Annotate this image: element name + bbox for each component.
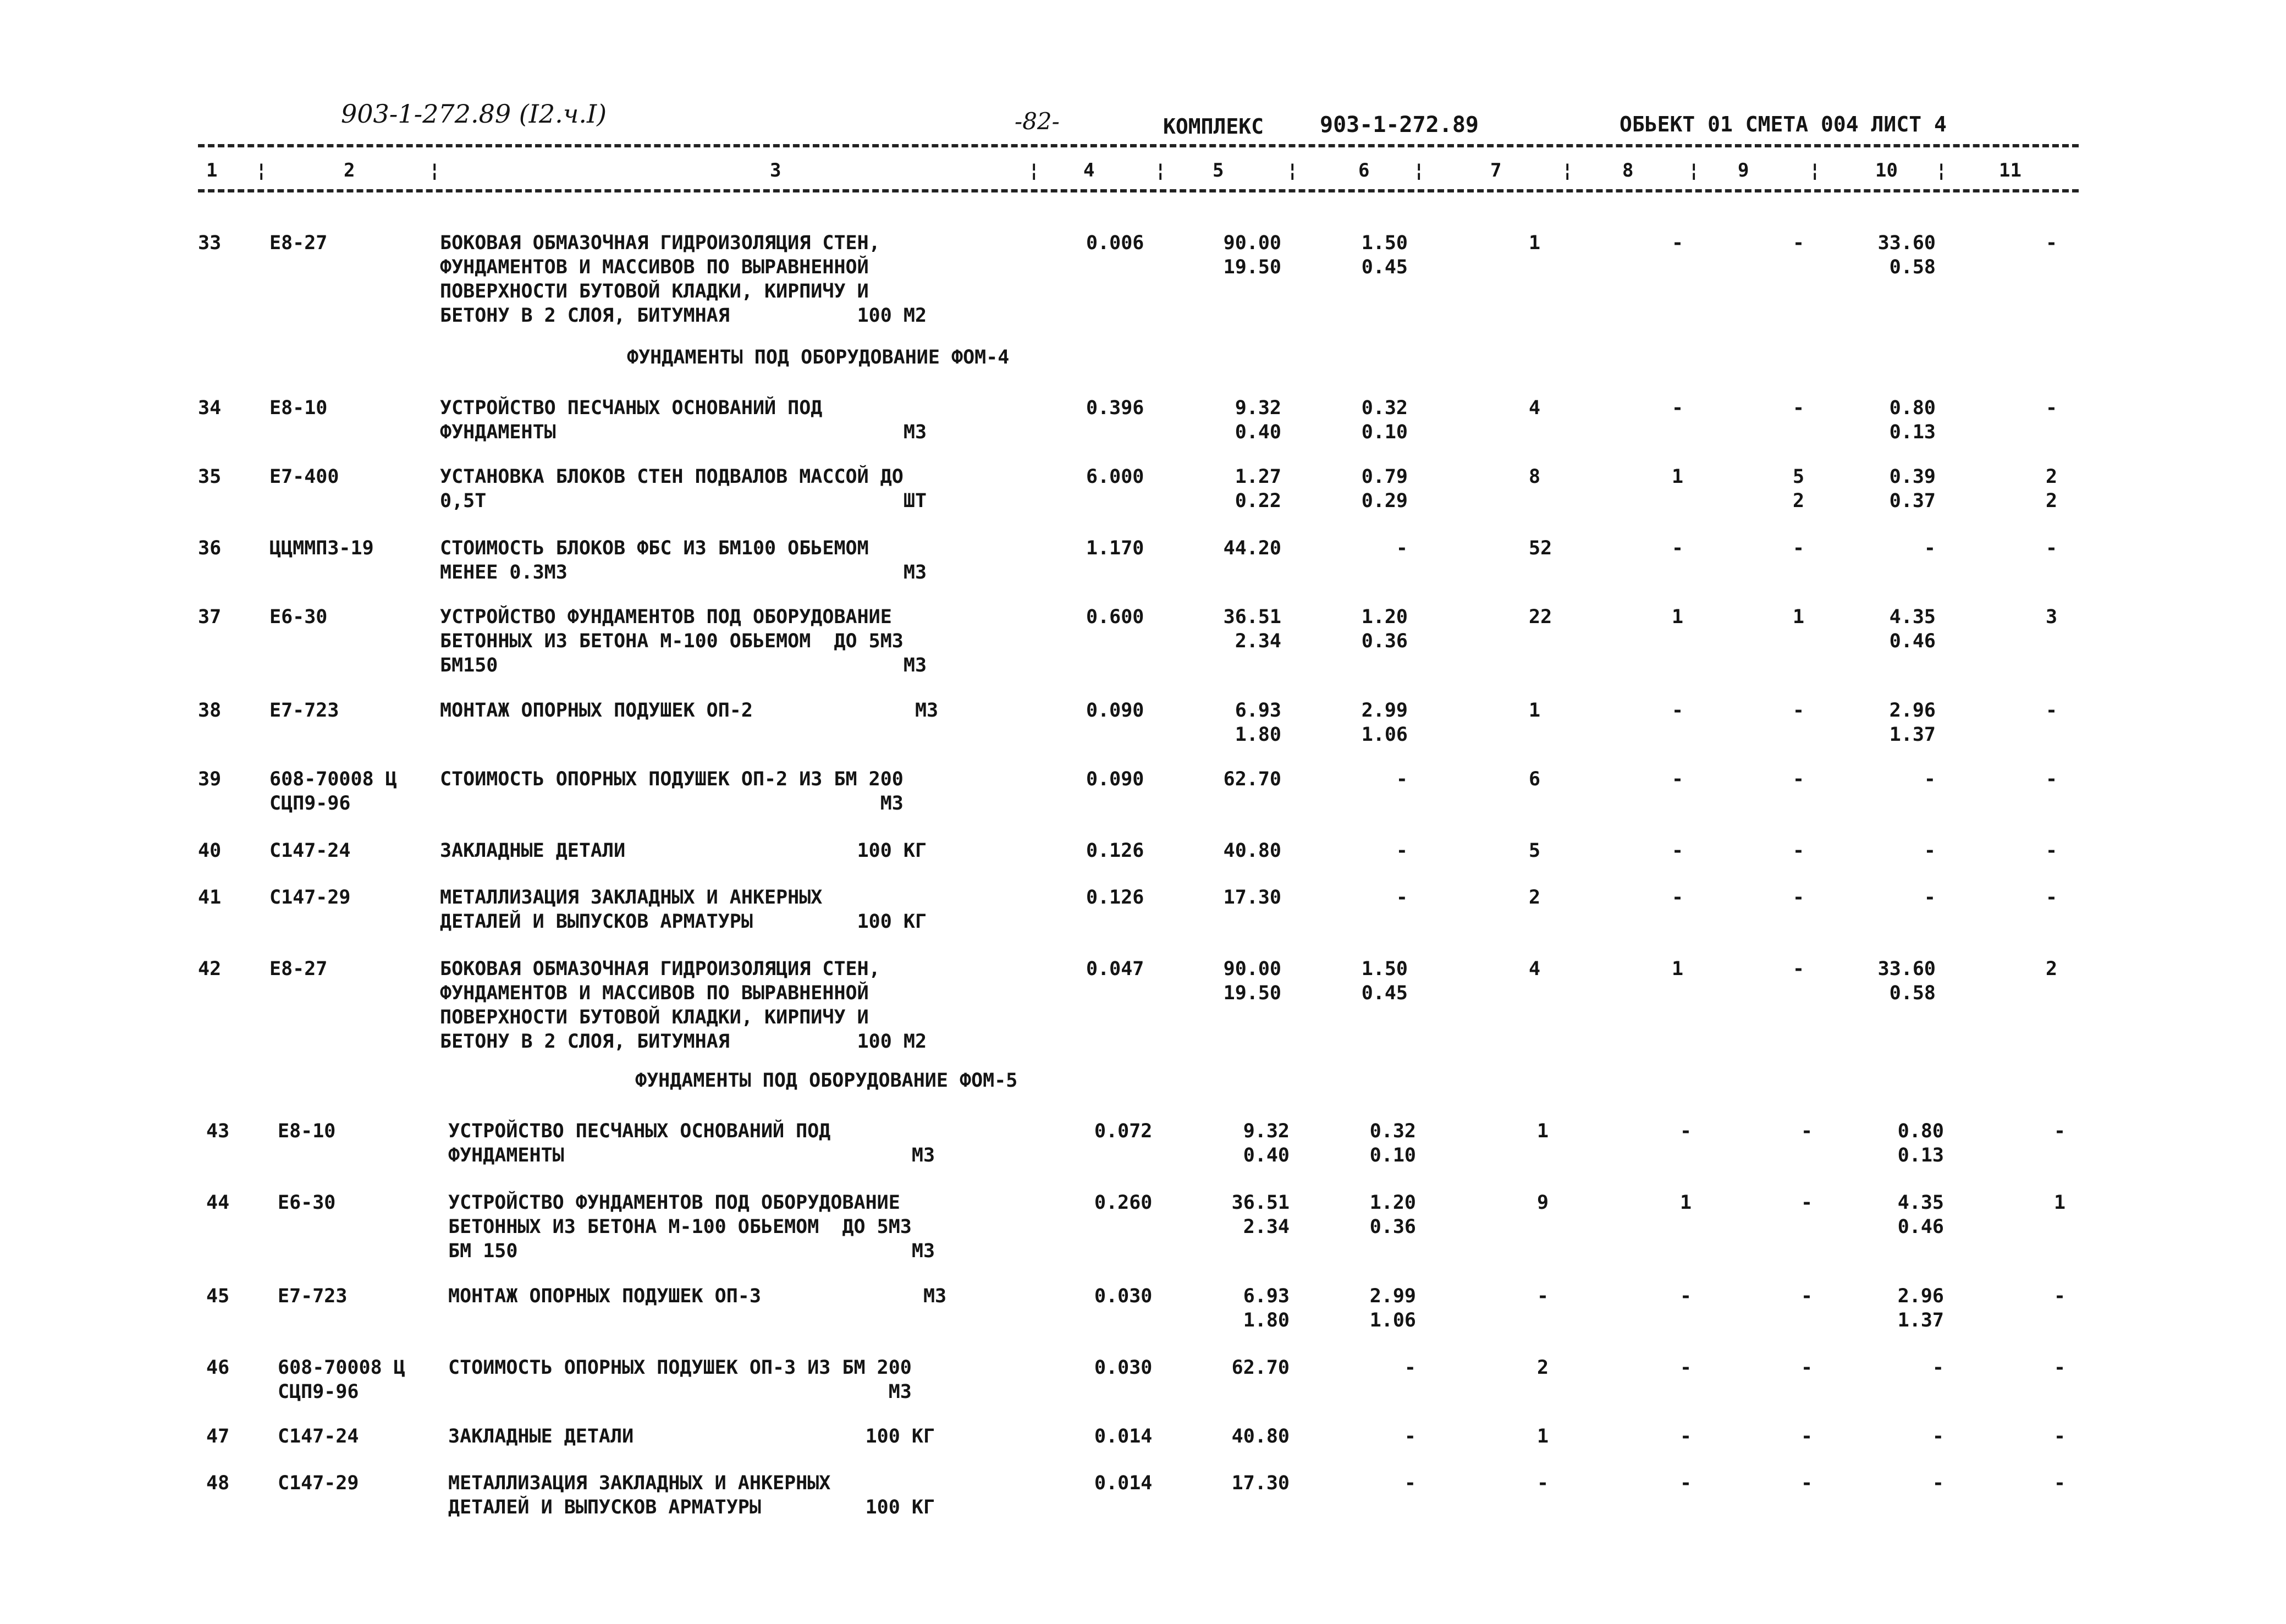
col11-cell: 2: [2046, 958, 2058, 980]
quantity-cell: 0.396: [1086, 397, 1144, 419]
quantity-cell: 0.260: [1094, 1192, 1153, 1214]
col10-cell: 0.39 0.37: [1889, 466, 1936, 512]
col9-cell: -: [1793, 887, 1805, 909]
description-cell: СТОИМОСТЬ ОПОРНЫХ ПОДУШЕК ОП-2 ИЗ БМ 200 М3: [440, 768, 904, 814]
code-cell: Е7-723: [269, 700, 339, 722]
col11-cell: -: [2046, 840, 2058, 862]
col8-cell: 1: [1672, 606, 1684, 628]
row-number: 46: [206, 1357, 230, 1379]
col6-cell: 1.20 0.36: [1361, 606, 1408, 652]
description-cell: МЕТАЛЛИЗАЦИЯ ЗАКЛАДНЫХ И АНКЕРНЫХ ДЕТАЛЕЙ И ВЫПУСКОВ АРМАТУРЫ 100 КГ: [448, 1472, 935, 1518]
col7-cell: 1: [1529, 232, 1541, 254]
col6-cell: 1.50 0.45: [1361, 958, 1408, 1004]
row-number: 44: [206, 1192, 230, 1214]
col11-cell: -: [2054, 1357, 2066, 1379]
col8-cell: -: [1680, 1120, 1692, 1142]
code-cell: 608-70008 Ц СЦП9-96: [278, 1357, 405, 1403]
quantity-cell: 0.014: [1094, 1425, 1153, 1447]
col7-cell: 6: [1529, 768, 1541, 790]
row-number: 39: [198, 768, 222, 790]
col6-cell: -: [1404, 1357, 1416, 1379]
row-number: 35: [198, 466, 222, 488]
col11-cell: -: [2046, 887, 2058, 909]
col11-cell: -: [2046, 700, 2058, 722]
quantity-cell: 6.000: [1086, 466, 1144, 488]
row-number: 43: [206, 1120, 230, 1142]
column-number: 4: [1083, 159, 1095, 181]
row-number: 41: [198, 887, 222, 909]
quantity-cell: 0.090: [1086, 768, 1144, 790]
row-number: 47: [206, 1425, 230, 1447]
col8-cell: -: [1672, 397, 1684, 419]
col9-cell: -: [1793, 537, 1805, 559]
col6-cell: 0.79 0.29: [1361, 466, 1408, 512]
col11-cell: -: [2054, 1285, 2066, 1307]
col9-cell: -: [1793, 768, 1805, 790]
quantity-cell: 0.126: [1086, 840, 1144, 862]
code-cell: С147-24: [269, 840, 351, 862]
col10-cell: -: [1924, 537, 1936, 559]
quantity-cell: 0.030: [1094, 1285, 1153, 1307]
col8-cell: -: [1680, 1357, 1692, 1379]
col7-cell: 22: [1529, 606, 1552, 628]
price-cell: 36.51 2.34: [1223, 606, 1281, 652]
description-cell: УСТРОЙСТВО ФУНДАМЕНТОВ ПОД ОБОРУДОВАНИЕ БЕТОННЫХ ИЗ БЕТОНА М-100 ОБЬЕМОМ ДО 5М3 БМ150 М3: [440, 606, 927, 676]
page-number: -82-: [1015, 108, 1060, 135]
col9-cell: -: [1801, 1285, 1813, 1307]
row-number: 45: [206, 1285, 230, 1307]
description-cell: СТОИМОСТЬ БЛОКОВ ФБС ИЗ БМ100 ОБЬЕМОМ МЕНЕЕ 0.3М3 М3: [440, 537, 927, 583]
column-separator: ¦: [1028, 159, 1040, 181]
price-cell: 1.27 0.22: [1235, 466, 1281, 512]
code-cell: Е8-27: [269, 232, 328, 254]
column-number: 3: [770, 159, 781, 181]
code-cell: С147-29: [269, 887, 351, 909]
price-cell: 9.32 0.40: [1235, 397, 1281, 443]
col10-cell: 2.96 1.37: [1889, 700, 1936, 746]
price-cell: 44.20: [1223, 537, 1281, 559]
col8-cell: -: [1680, 1472, 1692, 1494]
column-separator: ¦: [429, 159, 440, 181]
col7-cell: -: [1537, 1285, 1549, 1307]
col11-cell: -: [2046, 768, 2058, 790]
document-code: 903-1-272.89 (I2.ч.I): [341, 99, 607, 129]
col11-cell: 3: [2046, 606, 2058, 628]
quantity-cell: 0.072: [1094, 1120, 1153, 1142]
description-cell: БОКОВАЯ ОБМАЗОЧНАЯ ГИДРОИЗОЛЯЦИЯ СТЕН, ФУНДАМЕНТОВ И МАССИВОВ ПО ВЫРАВНЕННОЙ ПОВЕРХНОСТИ БУТОВОЙ КЛАДКИ, КИРПИЧУ И БЕТОНУ В 2 СЛОЯ, БИТУМНАЯ 100 М2: [440, 232, 927, 327]
description-cell: ЗАКЛАДНЫЕ ДЕТАЛИ 100 КГ: [440, 840, 927, 862]
code-cell: Е8-10: [269, 397, 328, 419]
col10-cell: -: [1924, 840, 1936, 862]
col8-cell: -: [1672, 232, 1684, 254]
price-cell: 90.00 19.50: [1223, 232, 1281, 278]
row-number: 37: [198, 606, 222, 628]
column-number: 2: [344, 159, 355, 181]
price-cell: 62.70: [1231, 1357, 1290, 1379]
description-cell: БОКОВАЯ ОБМАЗОЧНАЯ ГИДРОИЗОЛЯЦИЯ СТЕН, ФУНДАМЕНТОВ И МАССИВОВ ПО ВЫРАВНЕННОЙ ПОВЕРХНОСТИ БУТОВОЙ КЛАДКИ, КИРПИЧУ И БЕТОНУ В 2 СЛОЯ, БИТУМНАЯ 100 М2: [440, 958, 927, 1053]
quantity-cell: 1.170: [1086, 537, 1144, 559]
col10-cell: 0.80 0.13: [1897, 1120, 1944, 1166]
col7-cell: 4: [1529, 397, 1541, 419]
quantity-cell: 0.014: [1094, 1472, 1153, 1494]
description-cell: УСТАНОВКА БЛОКОВ СТЕН ПОДВАЛОВ МАССОЙ ДО 0,5Т ШТ: [440, 466, 927, 512]
col9-cell: -: [1793, 700, 1805, 722]
col6-cell: -: [1404, 1425, 1416, 1447]
column-number: 5: [1213, 159, 1224, 181]
col9-cell: -: [1801, 1357, 1813, 1379]
col8-cell: 1: [1672, 466, 1684, 488]
col7-cell: 2: [1529, 887, 1541, 909]
section-title: ФУНДАМЕНТЫ ПОД ОБОРУДОВАНИЕ ФОМ-4: [627, 346, 1010, 368]
section-title: ФУНДАМЕНТЫ ПОД ОБОРУДОВАНИЕ ФОМ-5: [635, 1070, 1018, 1092]
col6-cell: 0.32 0.10: [1361, 397, 1408, 443]
quantity-cell: 0.126: [1086, 887, 1144, 909]
code-cell: Е7-400: [269, 466, 339, 488]
column-separator: ¦: [1155, 159, 1166, 181]
col7-cell: 4: [1529, 958, 1541, 980]
price-cell: 36.51 2.34: [1231, 1192, 1290, 1238]
description-cell: УСТРОЙСТВО ФУНДАМЕНТОВ ПОД ОБОРУДОВАНИЕ БЕТОННЫХ ИЗ БЕТОНА М-100 ОБЬЕМОМ ДО 5М3 БМ 150 М3: [448, 1192, 935, 1262]
price-cell: 17.30: [1231, 1472, 1290, 1494]
col7-cell: 9: [1537, 1192, 1549, 1214]
column-number: 8: [1622, 159, 1634, 181]
col11-cell: -: [2054, 1120, 2066, 1142]
code-cell: 608-70008 Ц СЦП9-96: [269, 768, 397, 814]
complex-code: 903-1-272.89: [1320, 112, 1479, 137]
col10-cell: -: [1932, 1472, 1944, 1494]
row-number: 48: [206, 1472, 230, 1494]
description-cell: МОНТАЖ ОПОРНЫХ ПОДУШЕК ОП-2 М3: [440, 700, 939, 722]
complex-label: КОМПЛЕКС: [1163, 114, 1264, 139]
code-cell: ЦЦММП3-19: [269, 537, 374, 559]
object-info: ОБЬЕКТ 01 СМЕТА 004 ЛИСТ 4: [1620, 112, 1947, 136]
col10-cell: 4.35 0.46: [1889, 606, 1936, 652]
col6-cell: -: [1396, 887, 1408, 909]
col8-cell: -: [1672, 768, 1684, 790]
column-number: 7: [1490, 159, 1502, 181]
quantity-cell: 0.600: [1086, 606, 1144, 628]
column-separator: ¦: [1413, 159, 1425, 181]
code-cell: Е6-30: [269, 606, 328, 628]
col8-cell: -: [1680, 1285, 1692, 1307]
row-number: 38: [198, 700, 222, 722]
col8-cell: -: [1672, 840, 1684, 862]
price-cell: 9.32 0.40: [1243, 1120, 1290, 1166]
price-cell: 62.70: [1223, 768, 1281, 790]
col8-cell: 1: [1672, 958, 1684, 980]
col9-cell: -: [1801, 1192, 1813, 1214]
col7-cell: 8: [1529, 466, 1541, 488]
col7-cell: 5: [1529, 840, 1541, 862]
col11-cell: -: [2054, 1472, 2066, 1494]
col9-cell: -: [1793, 232, 1805, 254]
col7-cell: 1: [1529, 700, 1541, 722]
col6-cell: 0.32 0.10: [1369, 1120, 1416, 1166]
row-number: 33: [198, 232, 222, 254]
column-separator: ¦: [1936, 159, 1947, 181]
col8-cell: -: [1672, 537, 1684, 559]
col8-cell: 1: [1680, 1192, 1692, 1214]
col8-cell: -: [1680, 1425, 1692, 1447]
col11-cell: -: [2046, 537, 2058, 559]
col10-cell: -: [1932, 1425, 1944, 1447]
col7-cell: 52: [1529, 537, 1552, 559]
price-cell: 40.80: [1231, 1425, 1290, 1447]
col7-cell: 2: [1537, 1357, 1549, 1379]
row-number: 36: [198, 537, 222, 559]
col6-cell: -: [1396, 537, 1408, 559]
col9-cell: -: [1793, 397, 1805, 419]
col9-cell: 1: [1793, 606, 1805, 628]
column-separator: ¦: [1287, 159, 1298, 181]
col10-cell: 4.35 0.46: [1897, 1192, 1944, 1238]
description-cell: СТОИМОСТЬ ОПОРНЫХ ПОДУШЕК ОП-3 ИЗ БМ 200 М3: [448, 1357, 912, 1403]
column-number: 11: [1999, 159, 2021, 181]
col11-cell: 2 2: [2046, 466, 2058, 512]
col6-cell: 1.50 0.45: [1361, 232, 1408, 278]
price-cell: 17.30: [1223, 887, 1281, 909]
col8-cell: -: [1672, 700, 1684, 722]
col10-cell: 0.80 0.13: [1889, 397, 1936, 443]
code-cell: С147-29: [278, 1472, 359, 1494]
code-cell: Е6-30: [278, 1192, 336, 1214]
quantity-cell: 0.090: [1086, 700, 1144, 722]
col7-cell: -: [1537, 1472, 1549, 1494]
col10-cell: -: [1924, 768, 1936, 790]
description-cell: УСТРОЙСТВО ПЕСЧАНЫХ ОСНОВАНИЙ ПОД ФУНДАМЕНТЫ М3: [448, 1120, 935, 1166]
row-number: 40: [198, 840, 222, 862]
col11-cell: -: [2046, 397, 2058, 419]
description-cell: МЕТАЛЛИЗАЦИЯ ЗАКЛАДНЫХ И АНКЕРНЫХ ДЕТАЛЕЙ И ВЫПУСКОВ АРМАТУРЫ 100 КГ: [440, 887, 927, 933]
column-number: 6: [1358, 159, 1370, 181]
col9-cell: 5 2: [1793, 466, 1805, 512]
header-top-rule: [198, 144, 2079, 147]
column-number: 10: [1875, 159, 1898, 181]
col8-cell: -: [1672, 887, 1684, 909]
col6-cell: -: [1396, 840, 1408, 862]
code-cell: Е8-27: [269, 958, 328, 980]
column-number: 9: [1738, 159, 1749, 181]
col6-cell: -: [1404, 1472, 1416, 1494]
code-cell: Е7-723: [278, 1285, 348, 1307]
description-cell: МОНТАЖ ОПОРНЫХ ПОДУШЕК ОП-3 М3: [448, 1285, 947, 1307]
quantity-cell: 0.047: [1086, 958, 1144, 980]
row-number: 42: [198, 958, 222, 980]
quantity-cell: 0.030: [1094, 1357, 1153, 1379]
col10-cell: 33.60 0.58: [1877, 958, 1936, 1004]
column-separator: ¦: [1809, 159, 1821, 181]
col9-cell: -: [1793, 840, 1805, 862]
col11-cell: -: [2054, 1425, 2066, 1447]
column-number: 1: [206, 159, 218, 181]
code-cell: С147-24: [278, 1425, 359, 1447]
col9-cell: -: [1793, 958, 1805, 980]
col7-cell: 1: [1537, 1120, 1549, 1142]
column-separator: ¦: [1688, 159, 1700, 181]
col10-cell: -: [1924, 887, 1936, 909]
col9-cell: -: [1801, 1472, 1813, 1494]
col6-cell: 2.99 1.06: [1361, 700, 1408, 746]
description-cell: УСТРОЙСТВО ПЕСЧАНЫХ ОСНОВАНИЙ ПОД ФУНДАМЕНТЫ М3: [440, 397, 927, 443]
price-cell: 90.00 19.50: [1223, 958, 1281, 1004]
header-bottom-rule: [198, 189, 2079, 192]
row-number: 34: [198, 397, 222, 419]
column-separator: ¦: [1562, 159, 1573, 181]
col10-cell: 33.60 0.58: [1877, 232, 1936, 278]
col11-cell: -: [2046, 232, 2058, 254]
price-cell: 6.93 1.80: [1235, 700, 1281, 746]
col6-cell: 1.20 0.36: [1369, 1192, 1416, 1238]
col10-cell: 2.96 1.37: [1897, 1285, 1944, 1331]
col6-cell: 2.99 1.06: [1369, 1285, 1416, 1331]
description-cell: ЗАКЛАДНЫЕ ДЕТАЛИ 100 КГ: [448, 1425, 935, 1447]
col10-cell: -: [1932, 1357, 1944, 1379]
price-cell: 40.80: [1223, 840, 1281, 862]
code-cell: Е8-10: [278, 1120, 336, 1142]
col11-cell: 1: [2054, 1192, 2066, 1214]
col6-cell: -: [1396, 768, 1408, 790]
column-separator: ¦: [256, 159, 267, 181]
quantity-cell: 0.006: [1086, 232, 1144, 254]
col9-cell: -: [1801, 1425, 1813, 1447]
col7-cell: 1: [1537, 1425, 1549, 1447]
col9-cell: -: [1801, 1120, 1813, 1142]
price-cell: 6.93 1.80: [1243, 1285, 1290, 1331]
